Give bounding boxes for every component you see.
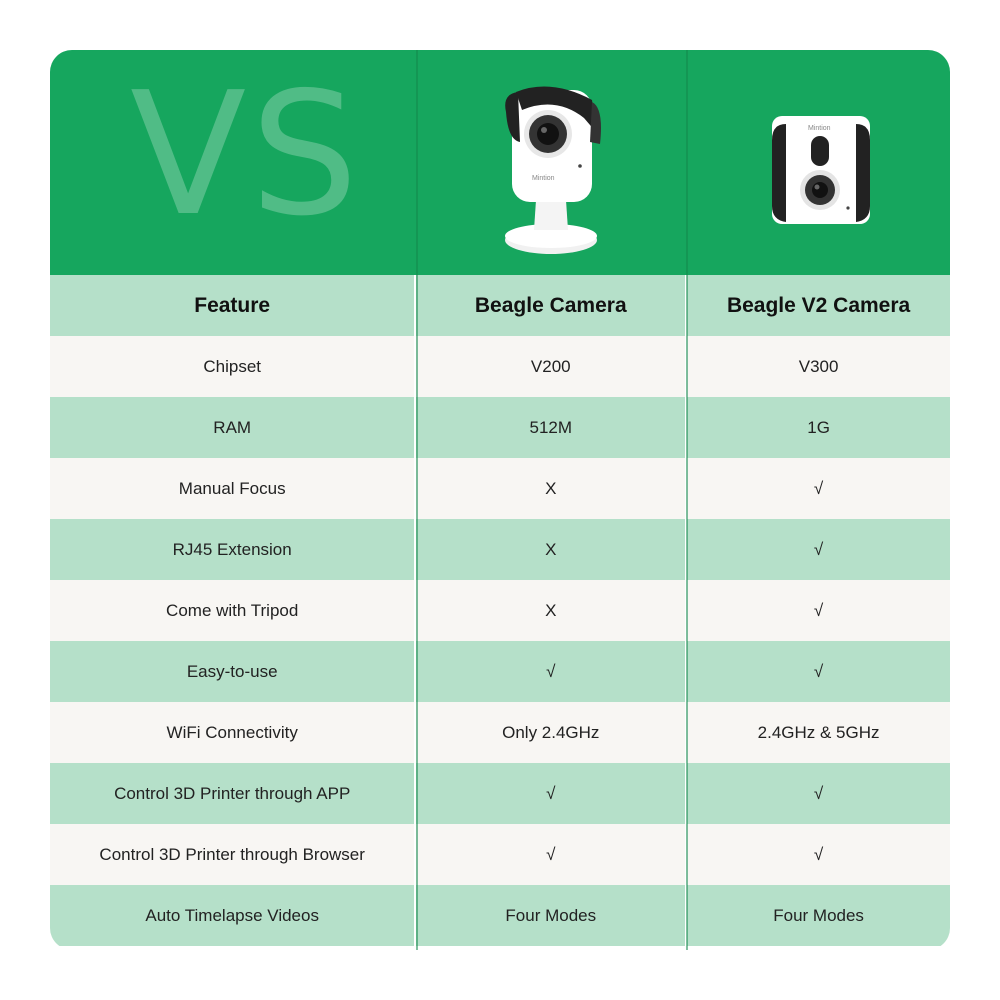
comparison-table xyxy=(50,275,950,946)
feature-cell: Easy-to-use xyxy=(186,661,278,681)
feature-cell: WiFi Connectivity xyxy=(166,722,298,742)
beagle-v2-value-cell: √ xyxy=(685,763,950,824)
table-row xyxy=(50,824,950,885)
table-row xyxy=(50,397,950,458)
table-row xyxy=(50,885,950,946)
header-banner xyxy=(50,50,950,275)
table-row xyxy=(50,580,950,641)
feature-cell: Auto Timelapse Videos xyxy=(145,905,319,925)
beagle-value-cell: V200 xyxy=(414,336,685,397)
table-row xyxy=(50,641,950,702)
column-header-beagle: Beagle Camera xyxy=(414,275,685,336)
table-row xyxy=(50,702,950,763)
column-divider xyxy=(686,50,688,950)
beagle-value-cell: Only 2.4GHz xyxy=(414,702,685,763)
comparison-card xyxy=(50,50,950,950)
beagle-value-cell: √ xyxy=(414,824,685,885)
column-header-beagle-v2: Beagle V2 Camera xyxy=(685,275,950,336)
beagle-v2-value-cell: √ xyxy=(685,824,950,885)
beagle-camera-image xyxy=(496,82,606,257)
beagle-v2-brand-mark: Mintion xyxy=(808,125,831,132)
beagle-v2-value-cell: Four Modes xyxy=(685,885,950,946)
table-header-row xyxy=(50,275,950,336)
beagle-brand-mark: Mintion xyxy=(532,175,555,182)
feature-cell: Manual Focus xyxy=(178,478,286,498)
beagle-v2-value-cell: √ xyxy=(685,519,950,580)
table-row xyxy=(50,763,950,824)
feature-cell: Control 3D Printer through APP xyxy=(114,783,351,803)
feature-cell: RAM xyxy=(213,417,252,437)
feature-cell: RJ45 Extension xyxy=(172,539,292,559)
feature-cell: Come with Tripod xyxy=(166,600,299,620)
beagle-v2-value-cell: √ xyxy=(685,458,950,519)
beagle-v2-value-cell: 1G xyxy=(685,397,950,458)
table-row xyxy=(50,458,950,519)
beagle-v2-value-cell: 2.4GHz & 5GHz xyxy=(685,702,950,763)
feature-cell: Control 3D Printer through Browser xyxy=(99,844,365,864)
table-row xyxy=(50,519,950,580)
table-row xyxy=(50,336,950,397)
beagle-v2-value-cell: V300 xyxy=(685,336,950,397)
beagle-value-cell: X xyxy=(414,580,685,641)
column-header-feature: Feature xyxy=(194,293,271,317)
beagle-value-cell: √ xyxy=(414,641,685,702)
beagle-v2-value-cell: √ xyxy=(685,580,950,641)
beagle-v2-camera-image xyxy=(766,110,876,230)
beagle-value-cell: Four Modes xyxy=(414,885,685,946)
beagle-value-cell: X xyxy=(414,519,685,580)
vs-title: VS xyxy=(130,56,363,254)
beagle-value-cell: 512M xyxy=(414,397,685,458)
column-divider xyxy=(416,50,418,950)
beagle-v2-value-cell: √ xyxy=(685,641,950,702)
beagle-value-cell: √ xyxy=(414,763,685,824)
feature-cell: Chipset xyxy=(203,356,261,376)
beagle-value-cell: X xyxy=(414,458,685,519)
